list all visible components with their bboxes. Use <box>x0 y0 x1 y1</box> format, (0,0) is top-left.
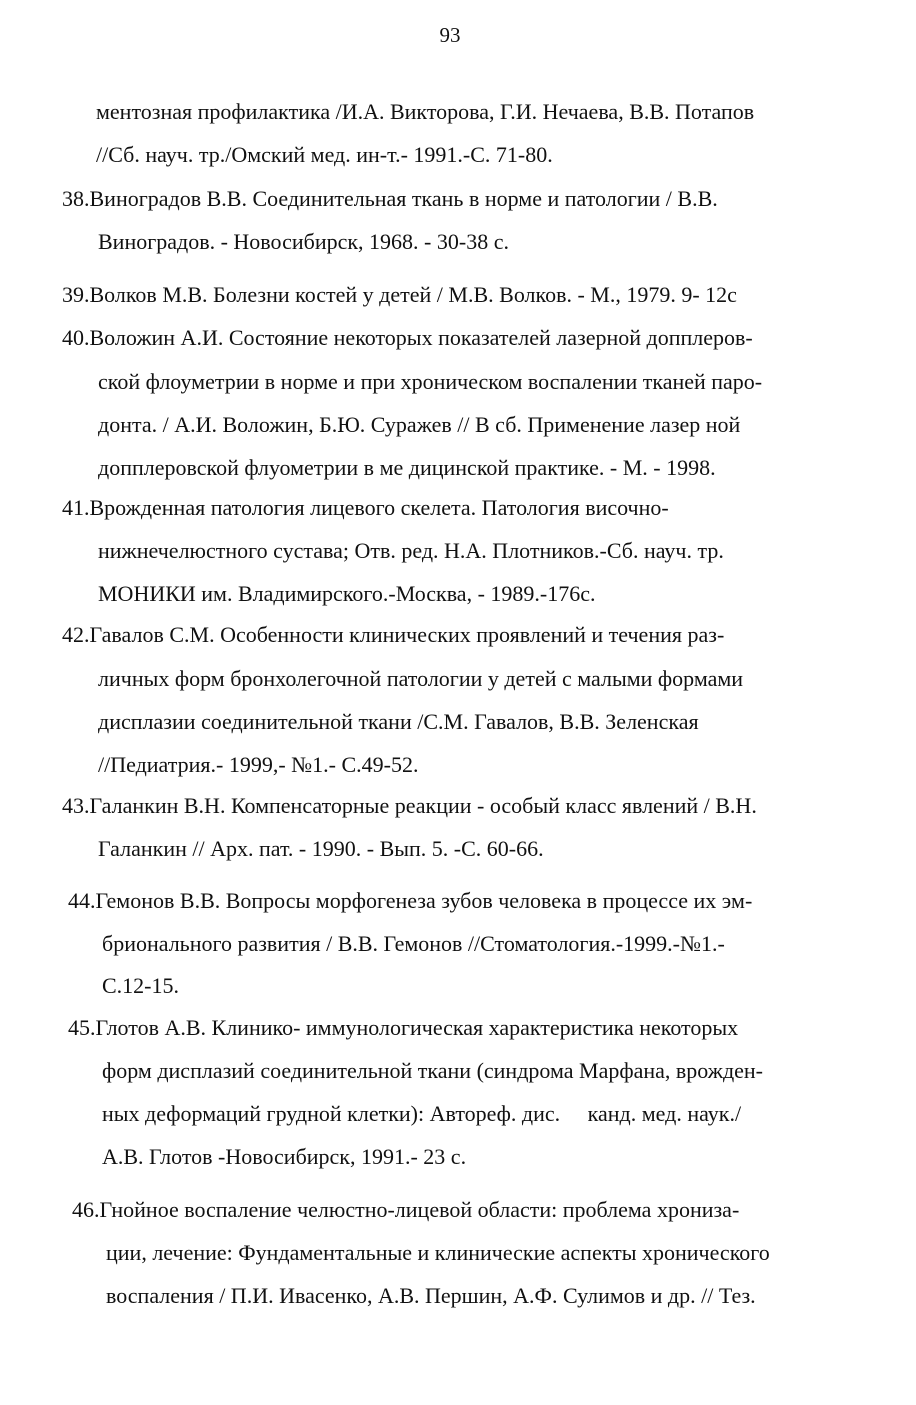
entry-46 <box>72 1196 739 1224</box>
entry-number: 40. <box>62 325 90 350</box>
entry-42-line-1: Гавалов С.М. Особенности клинических проявлений и течения раз- <box>89 622 725 647</box>
entry-number: 43. <box>62 793 90 818</box>
entry-continuation-line-1: ментозная профилактика /И.А. Викторова, Г.И. Нечаева, В.В. Потапов <box>96 99 755 124</box>
entry-number: 42. <box>62 622 90 647</box>
entry-45-line-4: А.В. Глотов -Новосибирск, 1991.- 23 с. <box>102 1144 467 1169</box>
entry-number: 39. <box>62 282 90 307</box>
entry-46-line-3: воспаления / П.И. Ивасенко, А.В. Першин, А.Ф. Сулимов и др. // Тез. <box>106 1283 756 1308</box>
entry-45-line-2: форм дисплазий соединительной ткани (синдрома Марфана, врожден- <box>102 1058 763 1083</box>
entry-46-line-1: Гнойное воспаление челюстно-лицевой области: проблема хрониза- <box>99 1197 740 1222</box>
page-number: 93 <box>439 23 461 47</box>
entry-41-line-3: МОНИКИ им. Владимирского.-Москва, - 1989.-176с. <box>98 581 596 606</box>
entry-42 <box>62 621 724 649</box>
entry-44 <box>68 887 752 915</box>
entry-42-line-3: дисплазии соединительной ткани /С.М. Гавалов, В.В. Зеленская <box>98 709 699 734</box>
entry-number: 46. <box>72 1197 100 1222</box>
entry-43-line-1: Галанкин В.Н. Компенсаторные реакции - особый класс явлений / В.Н. <box>89 793 757 818</box>
entry-44-line-3: С.12-15. <box>102 973 179 998</box>
entry-40-line-4: допплеровской флуометрии в ме дицинской практике. - М. - 1998. <box>98 455 716 480</box>
entry-43-line-2: Галанкин // Арх. пат. - 1990. - Вып. 5. -С. 60-66. <box>98 836 544 861</box>
entry-46-line-2: ции, лечение: Фундаментальные и клинические аспекты хронического <box>106 1240 770 1265</box>
entry-39 <box>62 281 737 309</box>
entry-number: 38. <box>62 186 90 211</box>
entry-41 <box>62 494 669 522</box>
entry-41-line-1: Врожденная патология лицевого скелета. Патология височно- <box>89 495 669 520</box>
entry-continuation-line-2: //Сб. науч. тр./Омский мед. ин-т.- 1991.-С. 71-80. <box>96 142 553 167</box>
entry-45 <box>68 1014 738 1042</box>
entry-39-line-1: Волков М.В. Болезни костей у детей / М.В. Волков. - М., 1979. 9- 12с <box>89 282 737 307</box>
entry-40-line-3: донта. / А.И. Воложин, Б.Ю. Суражев // В сб. Применение лазер ной <box>98 412 741 437</box>
entry-42-line-4: //Педиатрия.- 1999,- №1.- С.49-52. <box>98 752 419 777</box>
entry-43 <box>62 792 757 820</box>
entry-44-line-2: брионального развития / В.В. Гемонов //Стоматология.-1999.-№1.- <box>102 931 725 956</box>
entry-40-line-2: ской флоуметрии в норме и при хроническом воспалении тканей паро- <box>98 369 763 394</box>
entry-45-line-3: ных деформаций грудной клетки): Автореф. дис. канд. мед. наук./ <box>102 1101 742 1126</box>
entry-number: 44. <box>68 888 96 913</box>
entry-44-line-1: Гемонов В.В. Вопросы морфогенеза зубов человека в процессе их эм- <box>95 888 753 913</box>
entry-38 <box>62 185 718 213</box>
entry-number: 41. <box>62 495 90 520</box>
entry-40-line-1: Воложин А.И. Состояние некоторых показателей лазерной допплеров- <box>89 325 753 350</box>
entry-40 <box>62 324 753 352</box>
entry-number: 45. <box>68 1015 96 1040</box>
entry-41-line-2: нижнечелюстного сустава; Отв. ред. Н.А. Плотников.-Сб. науч. тр. <box>98 538 724 563</box>
entry-38-line-2: Виноградов. - Новосибирск, 1968. - 30-38 с. <box>98 229 509 254</box>
entry-45-line-1: Глотов А.В. Клинико- иммунологическая характеристика некоторых <box>95 1015 739 1040</box>
entry-38-line-1: Виноградов В.В. Соединительная ткань в норме и патологии / В.В. <box>89 186 718 211</box>
entry-42-line-2: личных форм бронхолегочной патологии у детей с малыми формами <box>98 666 744 691</box>
